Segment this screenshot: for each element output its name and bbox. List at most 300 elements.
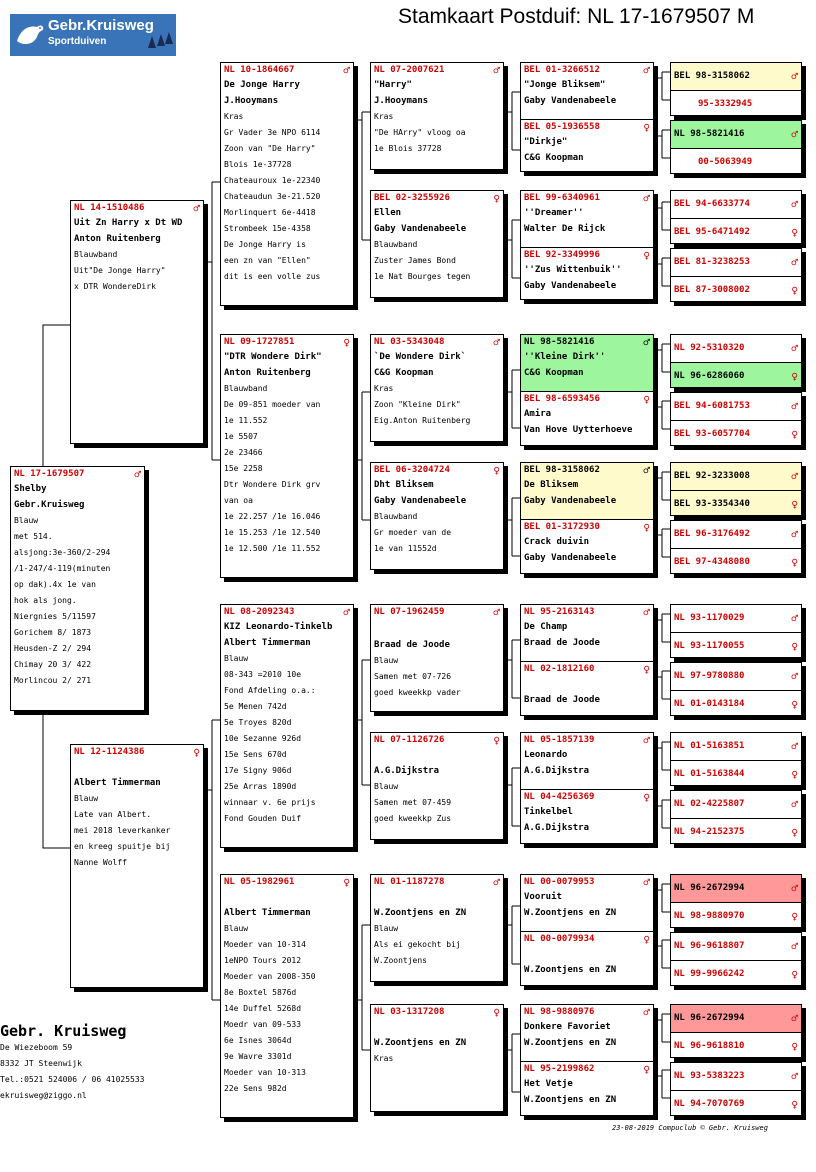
g4-sire[interactable]: [521, 191, 653, 237]
g5-ring: NL 92-5310320: [674, 343, 745, 353]
g5-ring: NL 93-1170055: [674, 641, 745, 651]
ggp-owner-line: [371, 1019, 503, 1035]
g5-sire[interactable]: [671, 335, 801, 362]
g5-ring: BEL 94-6081753: [674, 401, 750, 411]
g5-pair-card[interactable]: [670, 392, 802, 446]
female-icon: ♀: [791, 283, 798, 297]
gp-owner: Anton Ruitenberg: [224, 368, 311, 378]
subject-line: met 514.: [14, 532, 53, 541]
gp-owner: J.Hooymans: [224, 96, 279, 106]
g5-sire[interactable]: [671, 605, 801, 632]
subject-card[interactable]: [10, 466, 145, 711]
ggp-card[interactable]: [370, 1004, 504, 1112]
g4-name: Leonardo: [524, 750, 568, 760]
male-icon: ♂: [643, 191, 650, 205]
g5-pair-card[interactable]: [670, 790, 802, 844]
gp-ring: NL 08-2092343: [224, 607, 295, 617]
g5-pair-card[interactable]: [670, 62, 802, 116]
g4-ring: NL 95-2199862: [524, 1064, 595, 1074]
gp-line: Morlinquert 6e-4418: [224, 208, 316, 217]
g4-owner: Gaby Vandenabeele: [524, 96, 617, 106]
male-icon: ♂: [643, 875, 650, 889]
g4-dam[interactable]: [521, 247, 653, 294]
ggp-line: 1e Nat Bourges tegen: [374, 272, 471, 281]
ggp-line: 1e Blois 37728: [374, 144, 442, 153]
g4-owner: Braad de Joode: [524, 695, 600, 705]
female-icon: ♀: [643, 248, 650, 262]
ggp-line: Zuster James Bond: [374, 256, 456, 265]
gp-line: 5e Troyes 820d: [224, 718, 292, 727]
g5-ring: NL 96-9618810: [674, 1041, 745, 1051]
g5-sire[interactable]: [671, 249, 801, 276]
g4-owner: Gaby Vandenabeele: [524, 281, 617, 291]
ggp-line: Gr moeder van de: [374, 528, 452, 537]
female-icon: ♀: [343, 875, 350, 889]
g4-ring: NL 98-9880976: [524, 1007, 595, 1017]
female-icon: ♀: [791, 427, 798, 441]
g4-name: Crack duivin: [524, 537, 590, 547]
male-icon: ♂: [193, 201, 200, 215]
g5-sire[interactable]: [671, 191, 801, 218]
footer-address: De Wiezeboom 59: [0, 1043, 73, 1052]
ggp-ring: NL 07-1962459: [374, 607, 445, 617]
g4-name: ''Kleine Dirk'': [524, 352, 606, 362]
ggp-card[interactable]: [370, 732, 504, 840]
ggp-ring: BEL 06-3204724: [374, 465, 450, 475]
g5-ring: BEL 87-3008002: [674, 285, 750, 295]
g4-pair-card[interactable]: [520, 732, 654, 844]
parent-line: Blauwband: [74, 250, 118, 259]
ggp-line: Samen met 07-459: [374, 798, 452, 807]
ggp-name: "Harry": [374, 80, 412, 90]
g4-ring: BEL 01-3172930: [524, 522, 600, 532]
g5-ring: NL 98-5821416: [674, 129, 745, 139]
g5-sire[interactable]: [671, 791, 801, 818]
male-icon: ♂: [643, 733, 650, 747]
g5-ring: BEL 98-3158062: [674, 71, 750, 81]
ggp-name: W.Zoontjens en ZN: [374, 908, 467, 918]
g4-sire[interactable]: [521, 875, 653, 921]
g5-pair-card[interactable]: [670, 520, 802, 574]
female-icon: ♀: [643, 120, 650, 134]
g5-dam[interactable]: [671, 960, 801, 986]
ggp-card[interactable]: [370, 334, 504, 442]
g4-name: [521, 676, 653, 692]
g5-sire[interactable]: [671, 1005, 801, 1032]
g4-name: De Champ: [524, 622, 568, 632]
parent-name: Uit Zn Harry x Dt WD: [74, 218, 183, 228]
male-icon: ♂: [493, 63, 500, 77]
female-icon: ♀: [193, 745, 200, 759]
subject-ring: NL 17-1679507: [14, 469, 85, 479]
g4-sire[interactable]: [521, 63, 653, 109]
g4-ring: NL 98-5821416: [524, 337, 595, 347]
footer-email: ekruisweg@ziggo.nl: [0, 1091, 87, 1100]
gp-owner: Albert Timmerman: [224, 908, 311, 918]
g4-name: Het Vetje: [524, 1079, 573, 1089]
gp-line: Moeder van 10-314: [224, 940, 306, 949]
g5-sire[interactable]: [671, 63, 801, 90]
g4-dam[interactable]: [521, 391, 653, 438]
ggp-card[interactable]: [370, 190, 504, 298]
gp-ring: NL 10-1864667: [224, 65, 295, 75]
g5-dam[interactable]: [671, 90, 801, 116]
female-icon: ♀: [791, 909, 798, 923]
g4-sire[interactable]: [521, 335, 653, 391]
g4-name: ''Dreamer'': [524, 208, 584, 218]
gp-line: Moedr van 09-533: [224, 1020, 302, 1029]
grandparent-card[interactable]: [220, 62, 354, 306]
g5-ring: NL 94-2152375: [674, 827, 745, 837]
g4-owner: C&G Koopman: [524, 368, 584, 378]
ggp-line: Zoon "Kleine Dirk": [374, 400, 461, 409]
male-icon: ♂: [791, 341, 798, 355]
g4-dam[interactable]: [521, 931, 653, 978]
female-icon: ♀: [643, 520, 650, 534]
gp-line: 22e Sens 982d: [224, 1084, 287, 1093]
ggp-name: `De Wondere Dirk`: [374, 352, 467, 362]
g5-sire[interactable]: [671, 521, 801, 548]
g5-pair-card[interactable]: [670, 732, 802, 786]
g5-ring: BEL 96-3176492: [674, 529, 750, 539]
gp-line: 8e Boxtel 5876d: [224, 988, 297, 997]
g5-sire[interactable]: [671, 663, 801, 690]
g4-name: ''Zus Wittenbuik'': [524, 265, 622, 275]
ggp-owner: Gaby Vandenabeele: [374, 496, 467, 506]
g5-ring: NL 96-9618807: [674, 941, 745, 951]
g5-dam[interactable]: [671, 148, 801, 174]
g5-sire[interactable]: [671, 733, 801, 760]
female-icon: ♀: [493, 1005, 500, 1019]
subject-line: Blauw: [14, 516, 39, 525]
g4-name: De Bliksem: [524, 480, 579, 490]
footer-name: Gebr. Kruisweg: [0, 1022, 127, 1040]
ggp-card[interactable]: [370, 874, 504, 982]
footer-city: 8332 JT Steenwijk: [0, 1059, 82, 1068]
g4-ring: NL 05-1857139: [524, 735, 595, 745]
gp-name: [221, 889, 353, 905]
g5-sire[interactable]: [671, 933, 801, 960]
g5-ring: 00-5063949: [698, 157, 753, 167]
g4-pair-card[interactable]: [520, 62, 654, 172]
grandparent-card[interactable]: [220, 874, 354, 1118]
ggp-ring: BEL 02-3255926: [374, 193, 450, 203]
g4-ring: BEL 98-3158062: [524, 465, 600, 475]
male-icon: ♂: [791, 527, 798, 541]
gp-line: Zoon van "De Harry": [224, 144, 316, 153]
female-icon: ♀: [343, 335, 350, 349]
g5-ring: NL 96-6286060: [674, 371, 745, 381]
g4-ring: NL 95-2163143: [524, 607, 595, 617]
female-icon: ♀: [791, 225, 798, 239]
g4-name: Amira: [524, 409, 552, 419]
g5-dam[interactable]: [671, 632, 801, 658]
parent-line: Nanne Wolff: [74, 858, 127, 867]
gp-line: 15e Sens 670d: [224, 750, 287, 759]
parent-line: x DTR WondereDirk: [74, 282, 156, 291]
g5-pair-card[interactable]: [670, 334, 802, 388]
parent-owner: Albert Timmerman: [74, 778, 161, 788]
g5-ring: NL 96-2672994: [674, 883, 745, 893]
ggp-owner-line: [371, 619, 503, 637]
ggp-line: Blauw: [374, 656, 399, 665]
gp-ring: NL 05-1982961: [224, 877, 295, 887]
g5-pair-card[interactable]: [670, 248, 802, 302]
g5-ring: NL 93-5383223: [674, 1071, 745, 1081]
g5-dam[interactable]: [671, 420, 801, 446]
g5-dam[interactable]: [671, 760, 801, 786]
g5-dam[interactable]: [671, 1090, 801, 1116]
gp-name: "DTR Wondere Dirk": [224, 352, 322, 362]
ggp-ring: NL 03-5343048: [374, 337, 445, 347]
ggp-name: W.Zoontjens en ZN: [374, 1038, 467, 1048]
ggp-line: goed kweekkp vader: [374, 688, 461, 697]
gp-line: 6e Isnes 3064d: [224, 1036, 292, 1045]
g4-sire[interactable]: [521, 463, 653, 519]
grandparent-card[interactable]: [220, 604, 354, 848]
gp-line: 1eNPO Tours 2012: [224, 956, 302, 965]
g5-ring: NL 96-2672994: [674, 1013, 745, 1023]
male-icon: ♂: [643, 63, 650, 77]
g5-ring: BEL 81-3238253: [674, 257, 750, 267]
g4-pair-card[interactable]: [520, 334, 654, 446]
g4-sire[interactable]: [521, 733, 653, 779]
g5-ring: NL 01-5163851: [674, 741, 745, 751]
subject-line: Chimay 20 3/ 422: [14, 660, 92, 669]
ggp-owner-line: [371, 747, 503, 763]
gp-owner: Albert Timmerman: [224, 638, 311, 648]
g5-ring: BEL 93-3354340: [674, 499, 750, 509]
female-icon: ♀: [643, 1062, 650, 1076]
g5-dam[interactable]: [671, 218, 801, 244]
female-icon: ♀: [791, 967, 798, 981]
g5-pair-card[interactable]: [670, 604, 802, 658]
gp-line: Chateauroux 1e-22340: [224, 176, 321, 185]
g4-name: Vooruit: [524, 892, 562, 902]
parent-line: Blauw: [74, 794, 99, 803]
ggp-card[interactable]: [370, 62, 504, 170]
ggp-line: Blauwband: [374, 512, 418, 521]
male-icon: ♂: [791, 1011, 798, 1025]
male-icon: ♂: [791, 739, 798, 753]
g4-dam[interactable]: [521, 661, 653, 708]
female-icon: ♀: [791, 369, 798, 383]
gp-line: 5e Menen 742d: [224, 702, 287, 711]
female-icon: ♀: [493, 463, 500, 477]
ggp-owner: Gaby Vandenabeele: [374, 224, 467, 234]
female-icon: ♀: [791, 555, 798, 569]
g4-ring: NL 04-4256369: [524, 792, 595, 802]
gp-line: 08-343 =2010 10e: [224, 670, 302, 679]
g5-dam[interactable]: [671, 362, 801, 388]
ggp-line: goed kweekkp Zus: [374, 814, 452, 823]
parent-line: Late van Albert.: [74, 810, 152, 819]
gp-name: De Jonge Harry: [224, 80, 300, 90]
page-title: Stamkaart Postduif: NL 17-1679507 M: [398, 5, 755, 28]
g4-sire[interactable]: [521, 605, 653, 651]
g5-ring: 95-3332945: [698, 99, 753, 109]
g5-dam[interactable]: [671, 690, 801, 716]
ggp-line: Kras: [374, 1054, 394, 1063]
g4-ring: BEL 05-1936558: [524, 122, 600, 132]
female-icon: ♀: [643, 790, 650, 804]
male-icon: ♂: [493, 335, 500, 349]
ggp-line: Blauw: [374, 782, 399, 791]
ggp-line: "De HArry" vloog oa: [374, 128, 466, 137]
g4-dam[interactable]: [521, 1061, 653, 1108]
gp-line: 1e 22.257 /1e 16.046: [224, 512, 321, 521]
gp-line: Blauw: [224, 924, 249, 933]
g5-ring: BEL 94-6633774: [674, 199, 750, 209]
gp-line: 9e Wavre 3301d: [224, 1052, 292, 1061]
g4-ring: NL 00-0079934: [524, 934, 595, 944]
g5-dam[interactable]: [671, 548, 801, 574]
g5-dam[interactable]: [671, 1032, 801, 1058]
ggp-name: Ellen: [374, 208, 402, 218]
g5-pair-card[interactable]: [670, 1062, 802, 1116]
ggp-name: Dht Bliksem: [374, 480, 434, 490]
gp-line: De Jonge Harry is: [224, 240, 306, 249]
gp-line: Dtr Wondere Dirk grv: [224, 480, 321, 489]
g5-sire[interactable]: [671, 1063, 801, 1090]
male-icon: ♂: [643, 463, 650, 477]
g5-sire[interactable]: [671, 875, 801, 902]
ggp-ring: NL 07-1126726: [374, 735, 445, 745]
logo-title: Gebr.Kruisweg: [48, 17, 154, 34]
gp-line: 25e Arras 1890d: [224, 782, 297, 791]
gp-line: 1e 11.552: [224, 416, 268, 425]
parent-card-dam[interactable]: [70, 744, 204, 988]
g4-pair-card[interactable]: [520, 190, 654, 300]
g5-dam[interactable]: [671, 818, 801, 844]
g5-pair-card[interactable]: [670, 190, 802, 244]
male-icon: ♂: [791, 469, 798, 483]
gp-line: 2e 23466: [224, 448, 263, 457]
male-icon: ♂: [791, 255, 798, 269]
ggp-card[interactable]: [370, 604, 504, 712]
subject-line: Niergnies 5/11597: [14, 612, 96, 621]
g4-pair-card[interactable]: [520, 874, 654, 986]
g4-dam[interactable]: [521, 789, 653, 836]
grandparent-card[interactable]: [220, 334, 354, 578]
g4-dam[interactable]: [521, 519, 653, 566]
subject-owner: Gebr.Kruisweg: [14, 500, 85, 510]
gp-line: Blauw: [224, 654, 249, 663]
ggp-line: Blauwband: [374, 240, 418, 249]
subject-line: Morlincou 2/ 271: [14, 676, 92, 685]
gp-line: een zn van "Ellen": [224, 256, 311, 265]
ggp-line: Eig.Anton Ruitenberg: [374, 416, 471, 425]
male-icon: ♂: [791, 399, 798, 413]
gp-line: 1e 15.253 /1e 12.540: [224, 528, 321, 537]
g4-name: "Jonge Bliksem": [524, 80, 606, 90]
gp-line: dit is een volle zus: [224, 272, 321, 281]
g5-dam[interactable]: [671, 276, 801, 302]
subject-line: /1-247/4-119(minuten: [14, 564, 111, 573]
ggp-ring: NL 03-1317208: [374, 1007, 445, 1017]
parent-line: mei 2018 leverkanker: [74, 826, 171, 835]
male-icon: ♂: [493, 875, 500, 889]
g4-ring: NL 00-0079953: [524, 877, 595, 887]
g5-dam[interactable]: [671, 902, 801, 928]
female-icon: ♀: [791, 1097, 798, 1111]
gp-line: Gr Vader 3e NPO 6114: [224, 128, 321, 137]
ggp-owner: J.Hooymans: [374, 96, 429, 106]
g5-dam[interactable]: [671, 490, 801, 516]
parent-name: [71, 759, 203, 775]
print-stamp: 23-08-2019 Compuclub © Gebr. Kruisweg: [612, 1124, 768, 1132]
g4-owner: Gaby Vandenabeele: [524, 496, 617, 506]
parent-line: Uit"De Jonge Harry": [74, 266, 166, 275]
g4-name: [521, 946, 653, 962]
subject-line: hok als jong.: [14, 596, 77, 605]
g5-pair-card[interactable]: [670, 462, 802, 516]
g4-sire[interactable]: [521, 1005, 653, 1051]
gp-line: Fond Afdeling o.a.:: [224, 686, 316, 695]
parent-owner: Anton Ruitenberg: [74, 234, 161, 244]
female-icon: ♀: [493, 733, 500, 747]
ggp-line: 1e van 11552d: [374, 544, 437, 553]
g4-pair-card[interactable]: [520, 1004, 654, 1116]
male-icon: ♂: [343, 605, 350, 619]
g5-pair-card[interactable]: [670, 662, 802, 716]
ggp-line: Kras: [374, 112, 394, 121]
subject-line: Gorichem 8/ 1873: [14, 628, 92, 637]
g5-sire[interactable]: [671, 121, 801, 148]
g4-name: Tinkelbel: [524, 807, 573, 817]
gp-line: winnaar v. 6e prijs: [224, 798, 316, 807]
g5-sire[interactable]: [671, 463, 801, 490]
ggp-card[interactable]: [370, 462, 504, 570]
g5-pair-card[interactable]: [670, 1004, 802, 1058]
g4-ring: BEL 92-3349996: [524, 250, 600, 260]
g5-pair-card[interactable]: [670, 874, 802, 928]
g4-owner: W.Zoontjens en ZN: [524, 1095, 617, 1105]
male-icon: ♂: [791, 611, 798, 625]
g5-ring: NL 98-9880970: [674, 911, 745, 921]
ggp-name: Braad de Joode: [374, 640, 450, 650]
female-icon: ♀: [791, 825, 798, 839]
g4-pair-card[interactable]: [520, 604, 654, 716]
gp-line: Moeder van 10-313: [224, 1068, 306, 1077]
g4-pair-card[interactable]: [520, 462, 654, 574]
g5-sire[interactable]: [671, 393, 801, 420]
gp-line: Fond Gouden Duif: [224, 814, 302, 823]
female-icon: ♀: [791, 697, 798, 711]
gp-name: KIZ Leonardo-Tinkelb: [224, 622, 333, 632]
g4-owner: Gaby Vandenabeele: [524, 553, 617, 563]
g5-ring: NL 99-9966242: [674, 969, 745, 979]
g5-ring: NL 01-0143184: [674, 699, 745, 709]
gp-line: 1e 12.500 /1e 11.552: [224, 544, 321, 553]
male-icon: ♂: [134, 467, 141, 481]
gp-line: Chateaudun 3e-21.520: [224, 192, 321, 201]
gp-line: 10e Sezanne 926d: [224, 734, 302, 743]
g5-pair-card[interactable]: [670, 120, 802, 174]
g5-ring: NL 97-9780880: [674, 671, 745, 681]
g4-dam[interactable]: [521, 119, 653, 166]
male-icon: ♂: [791, 197, 798, 211]
female-icon: ♀: [791, 767, 798, 781]
female-icon: ♀: [791, 1039, 798, 1053]
subject-line: Heusden-Z 2/ 294: [14, 644, 92, 653]
g5-pair-card[interactable]: [670, 932, 802, 986]
g5-ring: NL 01-5163844: [674, 769, 745, 779]
g4-owner: Van Hove Uytterhoeve: [524, 425, 633, 435]
logo-subtitle: Sportduiven: [48, 36, 107, 47]
male-icon: ♂: [643, 335, 650, 349]
parent-card-sire[interactable]: [70, 200, 204, 444]
